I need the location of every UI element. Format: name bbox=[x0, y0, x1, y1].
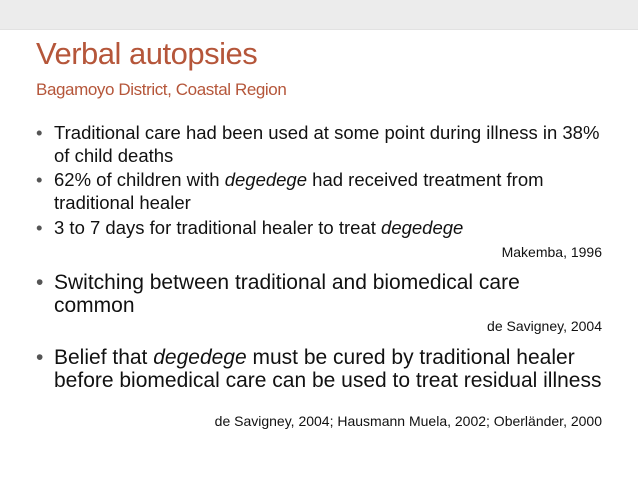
citation: de Savigney, 2004 bbox=[487, 318, 602, 334]
bullet-marker: • bbox=[36, 346, 44, 369]
slide-title: Verbal autopsies bbox=[36, 36, 258, 71]
bullet-marker: • bbox=[36, 122, 43, 143]
bullet-text: Belief that degedege must be cured by traditional healer before biomedical care can be used to treat residual illness bbox=[54, 346, 602, 392]
slide-subtitle: Bagamoyo District, Coastal Region bbox=[36, 80, 287, 99]
bullet-marker: • bbox=[36, 169, 43, 190]
bullet-text: Switching between traditional and biomedical care common bbox=[54, 271, 520, 317]
emphasis-term: degedege bbox=[381, 217, 464, 238]
citation: Makemba, 1996 bbox=[501, 244, 602, 260]
bullet-marker: • bbox=[36, 217, 43, 238]
bullet-text: 3 to 7 days for traditional healer to treat degedege bbox=[54, 217, 464, 238]
emphasis-term: degedege bbox=[153, 346, 247, 369]
emphasis-term: degedege bbox=[224, 169, 308, 190]
citation: de Savigney, 2004; Hausmann Muela, 2002; Oberländer, 2000 bbox=[214, 413, 602, 429]
top-band bbox=[0, 0, 638, 30]
bullet-marker: • bbox=[36, 271, 44, 294]
bullet-text: Traditional care had been used at some point during illness in 38% of child deaths bbox=[54, 122, 600, 166]
bullet-text: 62% of children with degedege had received treatment from traditional healer bbox=[54, 169, 544, 213]
